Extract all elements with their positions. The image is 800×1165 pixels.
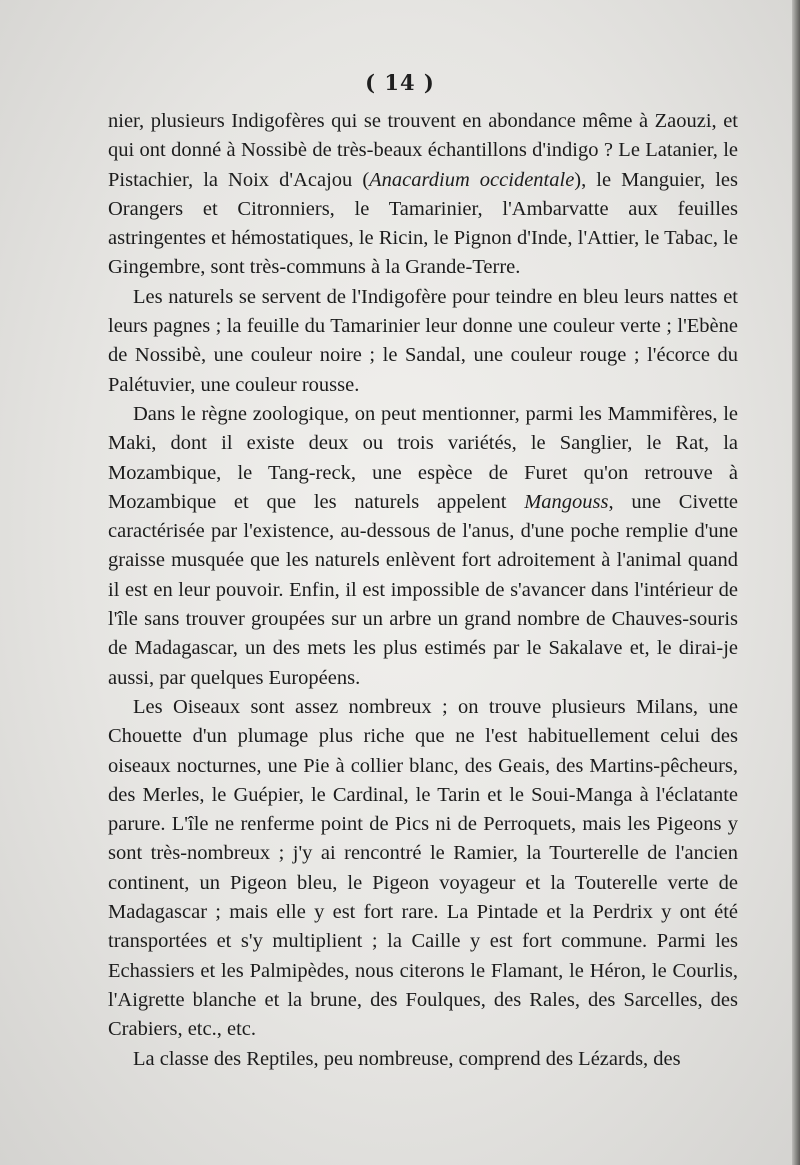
text-run: ), le Manguier, les Orangers et Citronniers, le Tamarinier, l'Ambarvatte aux feuilles astringentes et hémostatiques, le Ricin, le Pignon d'Inde, l'Attier, le Tabac, le Gingembre, sont très-communs à la Grande-Terre.	[108, 168, 738, 279]
text-run: Dans le règne zoologique, on peut mentionner, parmi les Mammifères, le Maki, dont il existe deux ou trois variétés, le Sanglier, le Rat, la Mozambique, le Tang-reck, une espèce de Furet qu'on retrouve à Mozambique et que les naturels appelent	[108, 402, 738, 513]
italic-text-run: Anacardium occidentale	[369, 168, 575, 191]
page-edge-shadow	[792, 0, 800, 1165]
paragraph	[108, 283, 738, 400]
paragraph	[108, 1045, 738, 1074]
paragraph	[108, 400, 738, 693]
text-run: , une Civette caractérisée par l'existence, au-dessous de l'anus, d'une poche remplie d'une graisse musquée que les naturels enlèvent fort adroitement à l'animal quand il est en leur pouvoir. Enfin, il est impossible de s'avancer dans l'intérieur de l'île sans trouver groupées sur un arbre un grand nombre de Chauves-souris de Madagascar, un des mets les plus estimés par le Sakalave et, le dirai-je aussi, par quelques Européens.	[108, 490, 738, 689]
page-number: ( 14 )	[365, 70, 435, 95]
paragraph	[108, 693, 738, 1045]
text-run: La classe des Reptiles, peu nombreuse, comprend des Lézards, des	[133, 1047, 681, 1070]
text-run: Les naturels se servent de l'Indigofère pour teindre en bleu leurs nattes et leurs pagnes ; la feuille du Tamarinier leur donne une couleur verte ; l'Ebène de Nossibè, une couleur noire ; le Sandal, une couleur rouge ; l'écorce du Palétuvier, une couleur rousse.	[108, 285, 738, 396]
text-run: nier, plusieurs Indigofères qui se trouvent en abondance même à Zaouzi, et qui ont donné à Nossibè de très-beaux échantillons d'indigo ? Le Latanier, le Pistachier, la Noix d'Acajou (	[108, 110, 738, 191]
text-run: Les Oiseaux sont assez nombreux ; on trouve plusieurs Milans, une Chouette d'un plumage plus riche que ne l'est habituellement celui des oiseaux nocturnes, une Pie à collier blanc, des Geais, des Martins-pêcheurs, des Merles, le Guépier, le Cardinal, le Tarin et le Soui-Manga à l'éclatante parure. L'île ne renferme point de Pics ni de Perroquets, mais les Pigeons y sont très-nombreux ; j'y ai rencontré le Ramier, la Tourterelle de l'ancien continent, un Pigeon bleu, le Pigeon voyageur et la Touterelle verte de Madagascar ; mais elle y est fort rare. La Pintade et la Perdrix y ont été transportées et s'y multiplient ; la Caille y est fort commune. Parmi les Echassiers et les Palmipèdes, nous citerons le Flamant, le Héron, le Courlis, l'Aigrette blanche et la brune, des Foulques, des Rales, des Sarcelles, des Crabiers, etc., etc.	[108, 695, 738, 1041]
body-text	[108, 107, 738, 1074]
italic-text-run: Mangouss	[524, 490, 609, 513]
paragraph	[108, 107, 738, 283]
